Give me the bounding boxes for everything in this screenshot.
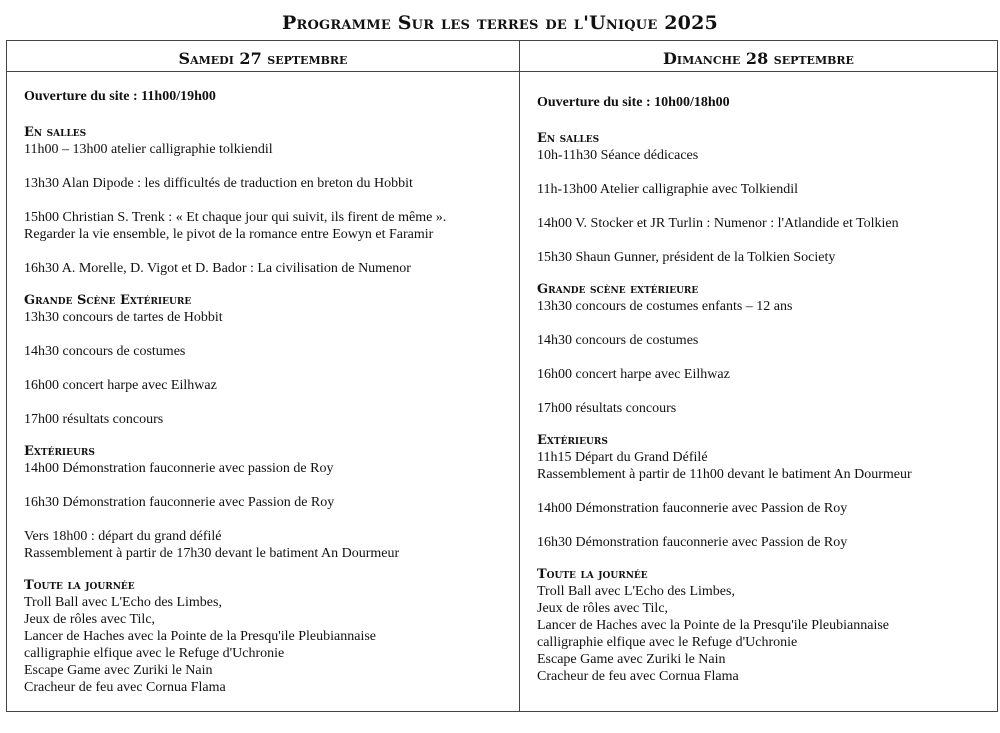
- schedule-line: 13h30 concours de tartes de Hobbit: [24, 310, 223, 325]
- schedule-line: Troll Ball avec L'Echo des Limbes,: [24, 595, 222, 610]
- schedule-line: Regarder la vie ensemble, le pivot de la romance entre Eowyn et Faramir: [24, 227, 434, 242]
- page-title: Programme Sur les terres de l'Unique 2025: [282, 12, 718, 34]
- schedule-item: [24, 141, 513, 158]
- schedule-item: [24, 309, 513, 326]
- schedule-line: 13h30 Alan Dipode : les difficultés de traduction en breton du Hobbit: [24, 176, 413, 191]
- schedule-item: [24, 528, 513, 562]
- schedule-item: [24, 260, 513, 277]
- schedule-item: [537, 534, 991, 551]
- schedule-line: 16h30 A. Morelle, D. Vigot et D. Bador : La civilisation de Numenor: [24, 261, 411, 276]
- schedule-item: [537, 215, 991, 232]
- saturday-content: [24, 89, 513, 696]
- section-title: En salles: [537, 131, 600, 146]
- schedule-item: [24, 411, 513, 428]
- saturday-column: [7, 41, 520, 711]
- schedule-item: [24, 594, 513, 696]
- section: [537, 433, 991, 551]
- schedule-line: 16h30 Démonstration fauconnerie avec Passion de Roy: [24, 495, 335, 510]
- schedule-line: 14h00 V. Stocker et JR Turlin : Numenor : l'Atlandide et Tolkien: [537, 216, 899, 231]
- schedule-item: [537, 366, 991, 383]
- schedule-line: Troll Ball avec L'Echo des Limbes,: [537, 584, 735, 599]
- schedule-item: [24, 460, 513, 477]
- schedule-line: calligraphie elfique avec le Refuge d'Uchronie: [24, 646, 285, 661]
- section: [537, 567, 991, 685]
- schedule-line: 14h00 Démonstration fauconnerie avec Passion de Roy: [537, 501, 848, 516]
- schedule-line: 16h00 concert harpe avec Eilhwaz: [24, 378, 217, 393]
- programme-table: [6, 40, 998, 712]
- section-title: Grande Scène Extérieure: [24, 293, 192, 308]
- schedule-item: [537, 332, 991, 349]
- sunday-column: [520, 41, 997, 711]
- schedule-line: 14h30 concours de costumes: [537, 333, 699, 348]
- section: [537, 282, 991, 417]
- section: [24, 293, 513, 428]
- saturday-opening-hours: Ouverture du site : 11h00/19h00: [24, 89, 216, 104]
- schedule-item: [537, 249, 991, 266]
- schedule-line: Vers 18h00 : départ du grand défilé: [24, 529, 222, 544]
- schedule-item: [537, 500, 991, 517]
- section: [24, 125, 513, 277]
- schedule-line: 14h30 concours de costumes: [24, 344, 186, 359]
- schedule-line: 17h00 résultats concours: [537, 401, 677, 416]
- schedule-line: calligraphie elfique avec le Refuge d'Uchronie: [537, 635, 798, 650]
- schedule-item: [24, 175, 513, 192]
- schedule-line: Jeux de rôles avec Tilc,: [24, 612, 156, 627]
- schedule-item: [24, 209, 513, 243]
- schedule-item: [537, 400, 991, 417]
- section-title: Extérieurs: [537, 433, 608, 448]
- section-title: Grande scène extérieure: [537, 282, 699, 297]
- section-title: Toute la journée: [537, 567, 648, 582]
- schedule-line: 10h-11h30 Séance dédicaces: [537, 148, 699, 163]
- section: [24, 578, 513, 696]
- schedule-line: 15h30 Shaun Gunner, président de la Tolkien Society: [537, 250, 836, 265]
- schedule-line: 13h30 concours de costumes enfants – 12 ans: [537, 299, 793, 314]
- section-title: Toute la journée: [24, 578, 135, 593]
- schedule-line: 16h00 concert harpe avec Eilhwaz: [537, 367, 730, 382]
- schedule-line: Escape Game avec Zuriki le Nain: [537, 652, 726, 667]
- schedule-line: 11h00 – 13h00 atelier calligraphie tolkiendil: [24, 142, 273, 157]
- schedule-item: [537, 147, 991, 164]
- schedule-line: Escape Game avec Zuriki le Nain: [24, 663, 213, 678]
- schedule-line: Jeux de rôles avec Tilc,: [537, 601, 669, 616]
- schedule-item: [24, 494, 513, 511]
- section-title: Extérieurs: [24, 444, 95, 459]
- section-title: En salles: [24, 125, 87, 140]
- schedule-line: 15h00 Christian S. Trenk : « Et chaque jour qui suivit, ils firent de même ».: [24, 210, 447, 225]
- schedule-item: [537, 449, 991, 483]
- schedule-line: Cracheur de feu avec Cornua Flama: [24, 680, 226, 695]
- schedule-line: Cracheur de feu avec Cornua Flama: [537, 669, 739, 684]
- schedule-line: Lancer de Haches avec la Pointe de la Presqu'ile Pleubiannaise: [24, 629, 376, 644]
- schedule-line: 11h15 Départ du Grand Défilé: [537, 450, 708, 465]
- schedule-line: 17h00 résultats concours: [24, 412, 164, 427]
- schedule-item: [537, 583, 991, 685]
- schedule-item: [537, 181, 991, 198]
- saturday-heading: Samedi 27 septembre: [7, 41, 519, 72]
- schedule-line: 11h-13h00 Atelier calligraphie avec Tolkiendil: [537, 182, 799, 197]
- section: [537, 131, 991, 266]
- sunday-content: [537, 95, 991, 685]
- schedule-line: Rassemblement à partir de 17h30 devant le batiment An Dourmeur: [24, 546, 400, 561]
- section: [24, 444, 513, 562]
- schedule-line: 14h00 Démonstration fauconnerie avec passion de Roy: [24, 461, 334, 476]
- schedule-line: 16h30 Démonstration fauconnerie avec Passion de Roy: [537, 535, 848, 550]
- schedule-item: [537, 298, 991, 315]
- schedule-item: [24, 377, 513, 394]
- schedule-item: [24, 343, 513, 360]
- sunday-opening-hours: Ouverture du site : 10h00/18h00: [537, 95, 730, 110]
- schedule-line: Lancer de Haches avec la Pointe de la Presqu'ile Pleubiannaise: [537, 618, 889, 633]
- schedule-line: Rassemblement à partir de 11h00 devant le batiment An Dourmeur: [537, 467, 912, 482]
- sunday-heading: Dimanche 28 septembre: [520, 41, 997, 72]
